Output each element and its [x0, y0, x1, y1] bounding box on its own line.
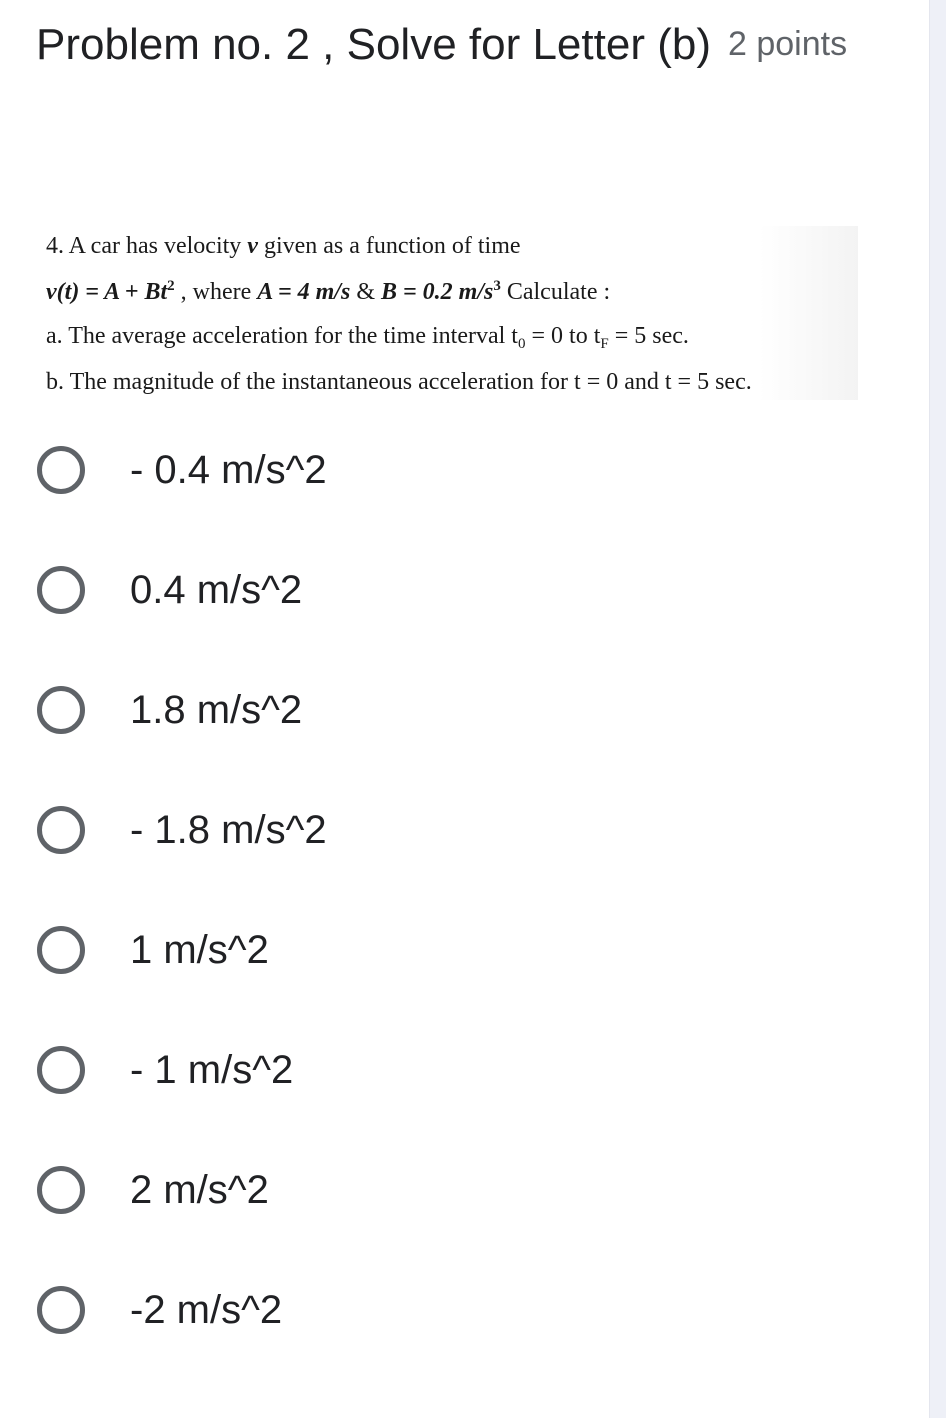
radio-button[interactable]: [37, 1286, 85, 1334]
part-a-end: = 5 sec.: [608, 323, 689, 349]
velocity-symbol: v: [247, 233, 258, 259]
part-a-mid: = 0 to t: [525, 323, 601, 349]
radio-button[interactable]: [37, 806, 85, 854]
option-row[interactable]: [0, 1130, 930, 1250]
b-value: B = 0.2 m/s: [380, 279, 494, 305]
problem-line-1: [46, 231, 521, 261]
radio-button[interactable]: [37, 1166, 85, 1214]
option-label: - 1 m/s^2: [130, 1048, 294, 1092]
tf-subscript: F: [600, 336, 609, 352]
question-title: Problem no. 2 , Solve for Letter (b): [36, 20, 711, 69]
radio-button[interactable]: [37, 1046, 85, 1094]
problem-line-3: [46, 321, 689, 351]
calculate-text: Calculate :: [500, 279, 611, 305]
option-label: 1 m/s^2: [130, 928, 269, 972]
radio-button[interactable]: [37, 686, 85, 734]
option-row[interactable]: [0, 770, 930, 890]
t0-subscript: 0: [517, 336, 526, 352]
option-label: 0.4 m/s^2: [130, 568, 303, 612]
option-label: - 0.4 m/s^2: [130, 448, 327, 492]
page-edge: [929, 0, 946, 1418]
option-row[interactable]: [0, 1010, 930, 1130]
equation-exponent: 2: [167, 278, 175, 294]
ampersand: &: [350, 279, 381, 305]
line1-suffix: given as a function of time: [257, 233, 521, 259]
radio-button[interactable]: [37, 446, 85, 494]
option-row[interactable]: [0, 650, 930, 770]
option-row[interactable]: [0, 1250, 930, 1370]
option-row[interactable]: [0, 890, 930, 1010]
problem-line-2: [46, 277, 610, 307]
option-label: 2 m/s^2: [130, 1168, 269, 1212]
option-row[interactable]: [0, 530, 930, 650]
radio-button[interactable]: [37, 566, 85, 614]
part-a-text: a. The average acceleration for the time interval t: [46, 323, 518, 349]
problem-image: [36, 226, 858, 400]
where-text: , where: [174, 279, 258, 305]
option-row[interactable]: [0, 410, 930, 530]
b-exponent: 3: [493, 278, 501, 294]
line1-prefix: 4. A car has velocity: [46, 233, 248, 259]
radio-button[interactable]: [37, 926, 85, 974]
option-label: -2 m/s^2: [130, 1288, 283, 1332]
problem-line-4: b. The magnitude of the instantaneous acceleration for t = 0 and t = 5 sec.: [46, 369, 752, 395]
a-value: A = 4 m/s: [257, 279, 351, 305]
option-label: - 1.8 m/s^2: [130, 808, 327, 852]
velocity-equation: v(t) = A + Bt: [46, 279, 168, 305]
points-label: 2 points: [728, 25, 848, 63]
option-label: 1.8 m/s^2: [130, 688, 303, 732]
